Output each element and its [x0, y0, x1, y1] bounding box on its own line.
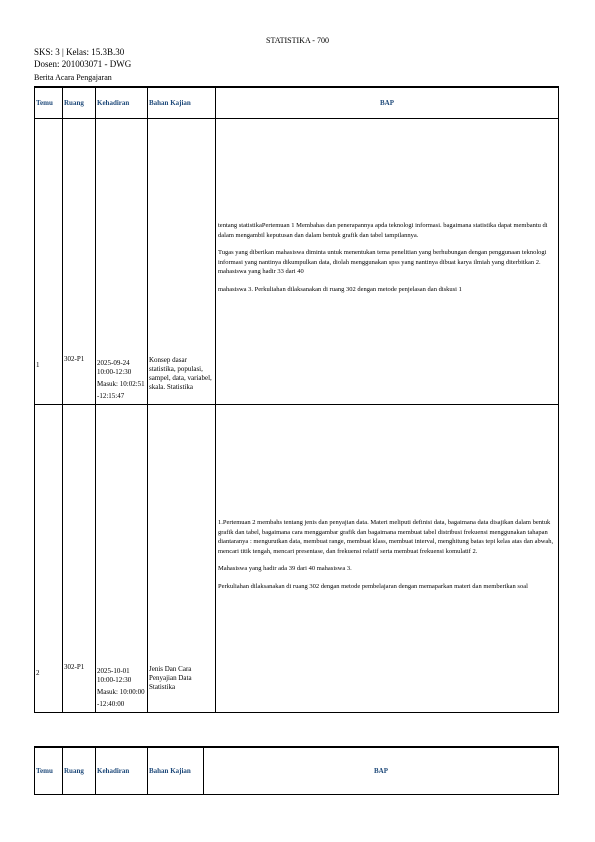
- keluar: -12:40:00: [97, 700, 125, 708]
- bap-table: [34, 86, 559, 713]
- table-row: [35, 119, 559, 405]
- col-bap: BAP: [204, 747, 559, 795]
- tanggal: 2025-09-24: [97, 359, 130, 367]
- page-title: STATISTIKA - 700: [266, 36, 329, 45]
- table-header-row: [35, 747, 559, 795]
- ruang-cell: 302-P1: [63, 119, 96, 405]
- table-row: [35, 405, 559, 713]
- section-label: Berita Acara Pengajaran: [34, 73, 112, 82]
- bahan-cell: Jenis Dan Cara Penyajian Data Statistika: [148, 405, 216, 713]
- tanggal: 2025-10-01: [97, 667, 130, 675]
- col-temu: Temu: [35, 747, 63, 795]
- masuk: Masuk: 10:02:51: [97, 380, 145, 388]
- col-bap: BAP: [216, 87, 559, 119]
- bap-paragraph: mahasiswa 3. Perkuliahan dilaksanakan di ruang 302 dengan metode penjelasan dan diskusi 1: [218, 285, 462, 293]
- jam: 10:00-12:30: [97, 676, 132, 684]
- jam: 10:00-12:30: [97, 368, 132, 376]
- bap-table-2: [34, 746, 559, 795]
- masuk: Masuk: 10:00:00: [97, 688, 145, 696]
- kehadiran-cell: [96, 405, 148, 713]
- bap-paragraph: Tugas yang diberikan mahasiswa diminta untuk menentukan tema penelitian yang berhubungan dengan penggunaan teknologi informasi yang nantinya dikumpulkan data, diolah menggunakan spss yang nantinya dibuat karya ilmiah yang diterbitkan 2. mahasiswa yang hadir 33 dari 40: [218, 249, 547, 275]
- col-ruang: Ruang: [63, 87, 96, 119]
- col-bahan-kajian: Bahan Kajian: [148, 87, 216, 119]
- bahan-cell: Konsep dasar statistika, populasi, sampel, data, variabel, skala. Statistika: [148, 119, 216, 405]
- bap-cell: [216, 405, 559, 713]
- col-kehadiran: Kehadiran: [96, 747, 148, 795]
- col-ruang: Ruang: [63, 747, 96, 795]
- bap-paragraph: tentang statistikaPertemuan 1 Membahas dan penerapannya apda teknologi informasi. bagaimana statistika dapat membantu di dalam mengambil keputusan dan dalam bentuk grafik dan tabel tampilannya.: [218, 222, 548, 239]
- sks-kelas: SKS: 3 | Kelas: 15.3B.30: [34, 47, 125, 57]
- col-kehadiran: Kehadiran: [96, 87, 148, 119]
- temu-cell: 1: [35, 119, 63, 405]
- bap-paragraph: Mahasiswa yang hadir ada 39 dari 40 mahasiswa 3.: [218, 565, 352, 572]
- kehadiran-cell: [96, 119, 148, 405]
- col-bahan-kajian: Bahan Kajian: [148, 747, 204, 795]
- ruang-cell: 302-P1: [63, 405, 96, 713]
- temu-cell: 2: [35, 405, 63, 713]
- keluar: -12:15:47: [97, 392, 125, 400]
- bap-paragraph: 1.Pertemuan 2 membahs tentang jenis dan penyajian data. Materi meliputi definisi data, bagaimana data disajikan dalam bentuk grafik dan tabel, bagaimana cara menggambar grafik dan bagaimana membuat tabel distribusi frekuensi menggunakan tahapan diantaranya : mengurutkan data, membuat range, membuat klass, membuat interval, menghitung batas tepi kelas atas dan abwah, mencari titik tengah, mencari presentase, dan frekuensi relatif serta membuat frekuensi komulatif 2.: [218, 519, 554, 555]
- table-header-row: [35, 87, 559, 119]
- col-temu: Temu: [35, 87, 63, 119]
- bap-paragraph: Perkuliahan dilaksanakan di ruang 302 dengan metode pembelajaran dengan memaparkan materi dan memberikan soal: [218, 582, 528, 590]
- bap-cell: [216, 119, 559, 405]
- dosen-info: Dosen: 201003071 - DWG: [34, 59, 132, 69]
